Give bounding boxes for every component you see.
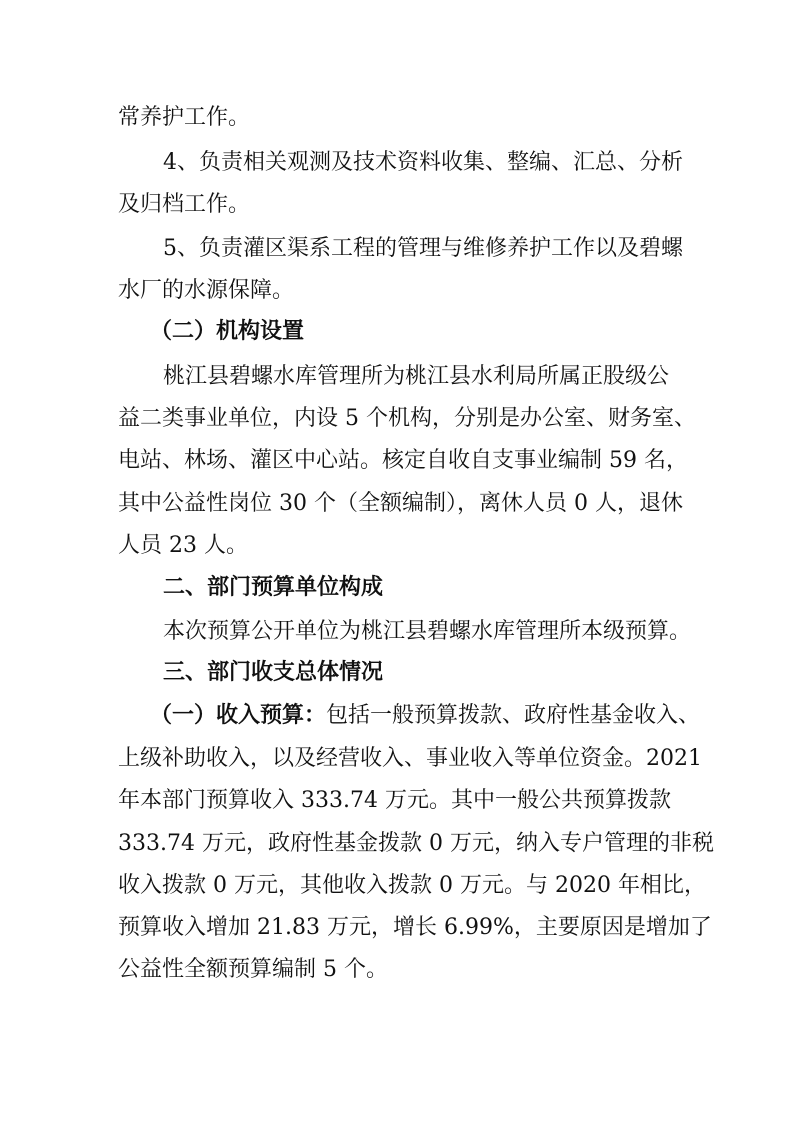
paragraph-line: 5、负责灌区渠系工程的管理与维修养护工作以及碧螺 [163,236,683,261]
paragraph-line: 桃江县碧螺水库管理所为桃江县水利局所属正股级公 [163,364,670,389]
paragraph-line: 常养护工作。 [118,105,251,130]
paragraph-line: 电站、林场、灌区中心站。核定自收自支事业编制 59 名， [118,448,688,473]
paragraph-line: （一）收入预算：包括一般预算拨款、政府性基金收入、 [150,703,701,728]
paragraph-line: 益二类事业单位，内设 5 个机构，分别是办公室、财务室、 [118,406,696,431]
section-heading-organization: （二）机构设置 [150,319,305,344]
paragraph-line: 收入拨款 0 万元，其他收入拨款 0 万元。与 2020 年相比， [118,873,706,898]
paragraph-line: 公益性全额预算编制 5 个。 [118,957,388,982]
paragraph-line: 及归档工作。 [118,192,251,217]
paragraph-line: 4、负责相关观测及技术资料收集、整编、汇总、分析 [163,150,683,175]
income-budget-label: （一）收入预算： [150,703,327,728]
paragraph-line: 水厂的水源保障。 [118,278,295,303]
paragraph-line: 预算收入增加 21.83 万元，增长 6.99%，主要原因是增加了 [118,915,712,940]
paragraph-line: 上级补助收入，以及经营收入、事业收入等单位资金。2021 [118,746,702,771]
paragraph-line: 年本部门预算收入 333.74 万元。其中一般公共预算拨款 [118,788,671,813]
section-heading-budget-units: 二、部门预算单位构成 [163,575,384,600]
paragraph-line: 人员 23 人。 [118,533,248,558]
section-heading-income-expenditure: 三、部门收支总体情况 [163,660,384,685]
paragraph-line: 其中公益性岗位 30 个（全额编制），离休人员 0 人，退休 [118,491,683,516]
paragraph-line: 本次预算公开单位为桃江县碧螺水库管理所本级预算。 [163,619,692,644]
paragraph-line: 333.74 万元，政府性基金拨款 0 万元，纳入专户管理的非税 [118,831,714,856]
